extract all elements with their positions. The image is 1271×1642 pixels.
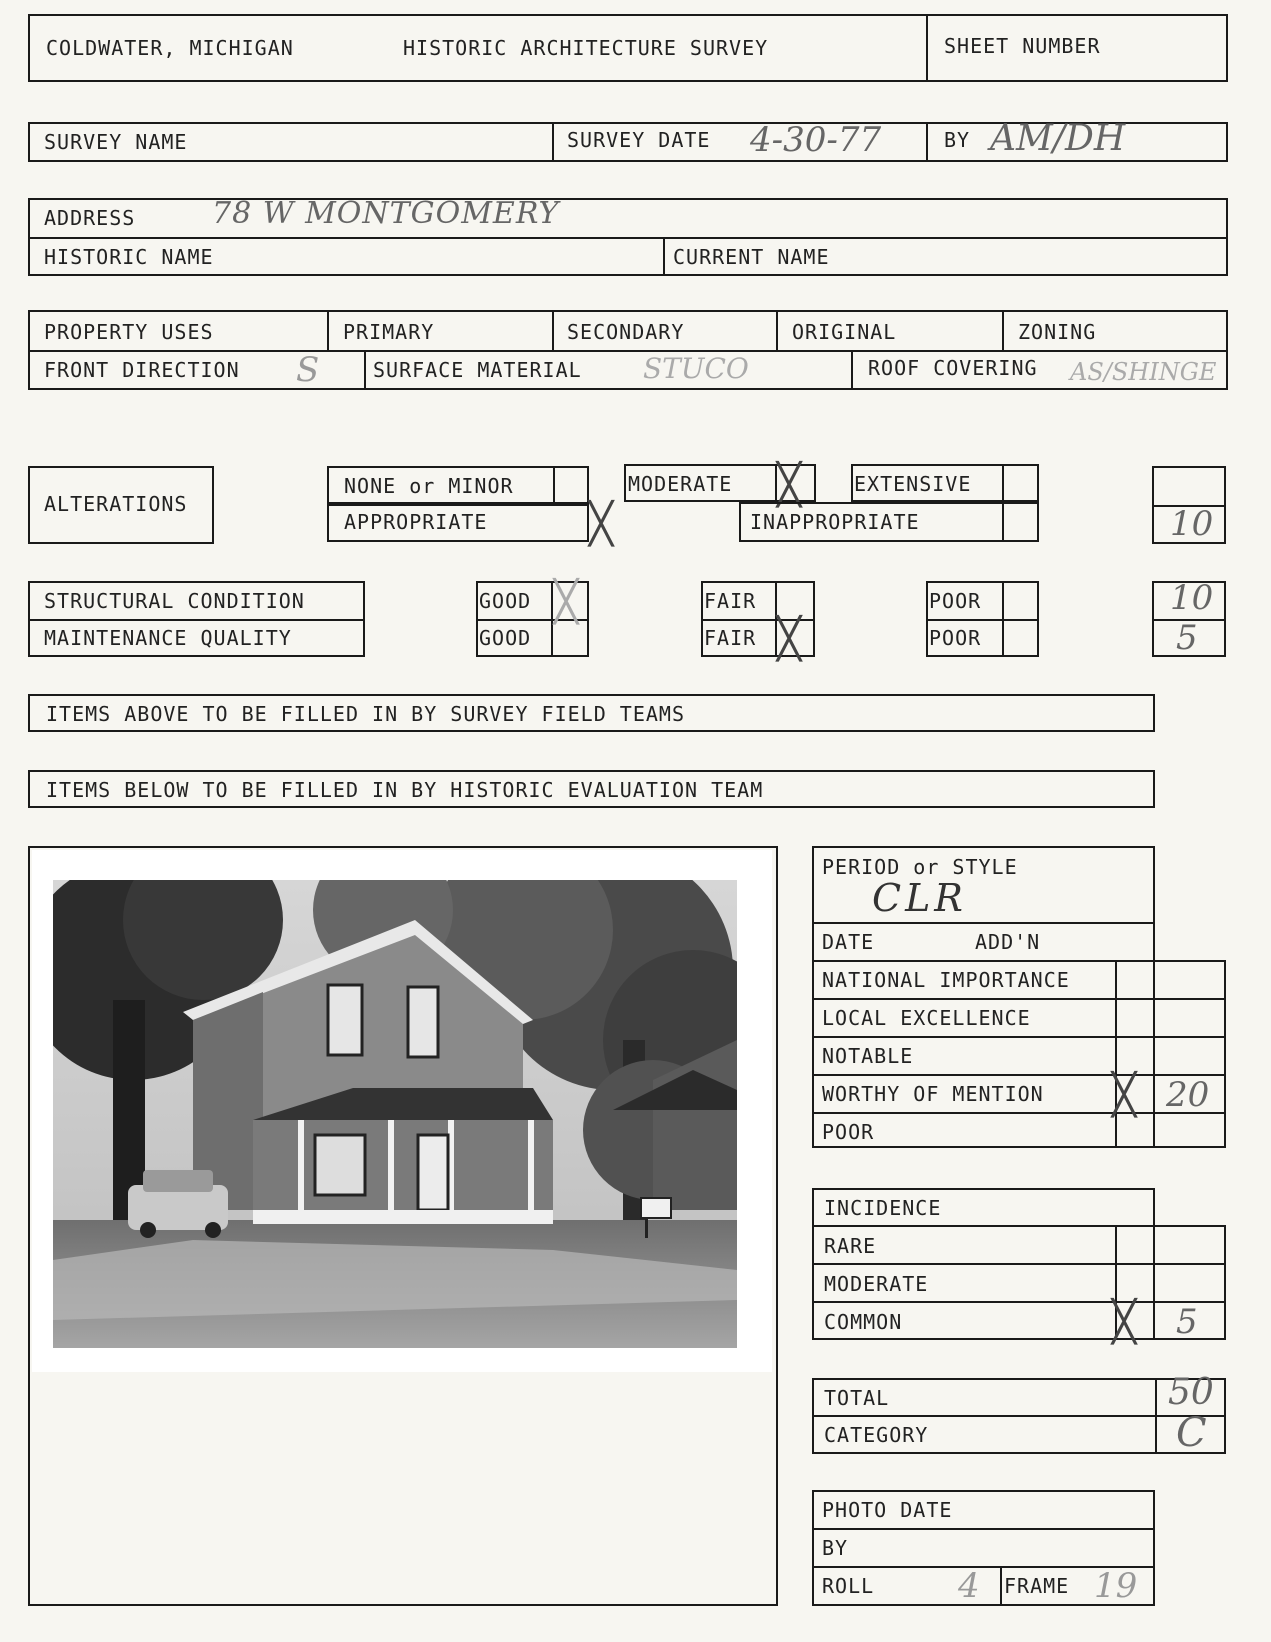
property-divider-1 [327, 310, 329, 350]
eval-divider-1 [812, 922, 1155, 924]
category-value[interactable]: C [1176, 1410, 1207, 1456]
structural-poor-label: POOR [929, 589, 982, 613]
property-divider [28, 350, 1228, 352]
incidence-divider-3 [812, 1301, 1226, 1303]
moderate-label: MODERATE [628, 472, 733, 496]
incidence-divider-2 [812, 1263, 1226, 1265]
property-divider-6 [851, 350, 853, 390]
header-title: HISTORIC ARCHITECTURE SURVEY [403, 36, 769, 60]
survey-date-value[interactable]: 4-30-77 [750, 120, 882, 160]
eval-divider-7 [1155, 1146, 1226, 1148]
front-direction-label: FRONT DIRECTION [44, 358, 240, 382]
worthy-check-mark[interactable]: ╳ [1112, 1072, 1137, 1118]
national-importance-label: NATIONAL IMPORTANCE [822, 968, 1070, 992]
date-label: DATE [822, 930, 875, 954]
house-photo [53, 880, 737, 1348]
structural-condition-label: STRUCTURAL CONDITION [44, 589, 305, 613]
roll-value[interactable]: 4 [958, 1566, 980, 1606]
inappropriate-label: INAPPROPRIATE [750, 510, 920, 534]
local-excellence-label: LOCAL EXCELLENCE [822, 1006, 1031, 1030]
maintenance-quality-label: MAINTENANCE QUALITY [44, 626, 292, 650]
maintenance-poor-checkbox[interactable] [1004, 621, 1037, 655]
photo-info-divider-1 [812, 1528, 1155, 1530]
total-value[interactable]: 50 [1168, 1372, 1214, 1413]
header-divider [926, 14, 928, 82]
maintenance-good-checkbox[interactable] [553, 621, 587, 655]
notable-label: NOTABLE [822, 1044, 914, 1068]
rare-label: RARE [824, 1234, 877, 1258]
survey-date-label: SURVEY DATE [567, 128, 711, 152]
none-minor-label: NONE or MINOR [344, 474, 514, 498]
photo-by-label: BY [822, 1536, 849, 1560]
period-style-label: PERIOD or STYLE [822, 855, 1018, 879]
worthy-score[interactable]: 20 [1166, 1075, 1210, 1115]
moderate-check-mark[interactable]: ╳ [777, 462, 802, 508]
structural-score[interactable]: 10 [1170, 578, 1214, 618]
survey-by-label: BY [944, 128, 971, 152]
roll-frame-divider [1000, 1566, 1002, 1606]
structural-poor-checkbox[interactable] [1004, 583, 1037, 617]
property-uses-label: PROPERTY USES [44, 320, 214, 344]
common-label: COMMON [824, 1310, 903, 1334]
frame-value[interactable]: 19 [1094, 1566, 1138, 1606]
address-label: ADDRESS [44, 206, 136, 230]
condition-label-divider [28, 619, 365, 621]
maintenance-good-label: GOOD [479, 626, 532, 650]
roof-covering-value[interactable]: AS/SHINGE [1070, 358, 1217, 386]
property-divider-2 [552, 310, 554, 350]
note-below: ITEMS BELOW TO BE FILLED IN BY HISTORIC EVALUATION TEAM [46, 778, 764, 802]
sheet-number-label: SHEET NUMBER [944, 34, 1101, 58]
property-divider-4 [1002, 310, 1004, 350]
extensive-checkbox[interactable] [1004, 466, 1036, 500]
eval-divider-5 [812, 1074, 1226, 1076]
structural-fair-checkbox[interactable] [777, 583, 813, 617]
historic-current-divider [663, 237, 665, 276]
historic-name-label: HISTORIC NAME [44, 245, 214, 269]
structural-good-check-mark[interactable]: ╳ [554, 579, 579, 625]
eval-divider-3 [812, 998, 1226, 1000]
secondary-label: SECONDARY [567, 320, 685, 344]
totals-score-column [1155, 1378, 1157, 1454]
survey-name-label: SURVEY NAME [44, 130, 188, 154]
maintenance-fair-check-mark[interactable]: ╳ [777, 616, 802, 662]
totals-divider [812, 1415, 1226, 1417]
incidence-divider-1 [812, 1225, 1226, 1227]
addn-label: ADD'N [975, 930, 1041, 954]
inappropriate-checkbox[interactable] [1004, 504, 1036, 540]
structural-fair-label: FAIR [704, 589, 757, 613]
survey-divider-2 [926, 122, 928, 162]
survey-by-value[interactable]: AM/DH [990, 118, 1126, 159]
appropriate-check-mark[interactable]: ╳ [589, 501, 614, 547]
extensive-label: EXTENSIVE [854, 472, 972, 496]
none-minor-checkbox[interactable] [555, 468, 587, 502]
alterations-label: ALTERATIONS [44, 492, 188, 516]
note-above: ITEMS ABOVE TO BE FILLED IN BY SURVEY FIELD TEAMS [46, 702, 686, 726]
survey-right-edge [1226, 122, 1228, 162]
original-label: ORIGINAL [792, 320, 897, 344]
roll-label: ROLL [822, 1574, 875, 1598]
eval-divider-2 [812, 960, 1226, 962]
primary-label: PRIMARY [343, 320, 435, 344]
current-name-label: CURRENT NAME [673, 245, 830, 269]
alterations-score[interactable]: 10 [1170, 504, 1214, 544]
common-check-mark[interactable]: ╳ [1112, 1299, 1137, 1345]
category-label: CATEGORY [824, 1423, 929, 1447]
period-style-value[interactable]: CLR [872, 876, 967, 920]
surface-material-label: SURFACE MATERIAL [373, 358, 582, 382]
total-label: TOTAL [824, 1386, 890, 1410]
frame-label: FRAME [1004, 1574, 1070, 1598]
maintenance-score[interactable]: 5 [1176, 618, 1198, 658]
incidence-moderate-label: MODERATE [824, 1272, 929, 1296]
front-direction-value[interactable]: S [296, 350, 320, 390]
property-divider-5 [364, 350, 366, 390]
worthy-of-mention-label: WORTHY OF MENTION [822, 1082, 1044, 1106]
zoning-label: ZONING [1018, 320, 1097, 344]
eval-divider-4 [812, 1036, 1226, 1038]
eval-score-right-edge [1224, 960, 1226, 1148]
address-value[interactable]: 78 W MONTGOMERY [212, 196, 560, 231]
common-score[interactable]: 5 [1176, 1302, 1198, 1342]
survey-bottom-line [28, 160, 1228, 162]
maintenance-fair-label: FAIR [704, 626, 757, 650]
address-divider [28, 237, 1228, 239]
survey-divider-1 [552, 122, 554, 162]
survey-left-edge [28, 122, 30, 162]
photo-date-label: PHOTO DATE [822, 1498, 953, 1522]
structural-good-label: GOOD [479, 589, 532, 613]
evaluation-poor-label: POOR [822, 1120, 875, 1144]
eval-check-column [1115, 960, 1117, 1148]
incidence-score-right-edge [1224, 1225, 1226, 1340]
roof-covering-label: ROOF COVERING [868, 356, 1038, 380]
appropriate-label: APPROPRIATE [344, 510, 488, 534]
property-divider-3 [776, 310, 778, 350]
eval-divider-6 [812, 1112, 1226, 1114]
incidence-label: INCIDENCE [824, 1196, 942, 1220]
header-location: COLDWATER, MICHIGAN [46, 36, 294, 60]
surface-material-value[interactable]: STUCO [643, 352, 749, 385]
photo-car [128, 1170, 228, 1238]
maintenance-poor-label: POOR [929, 626, 982, 650]
